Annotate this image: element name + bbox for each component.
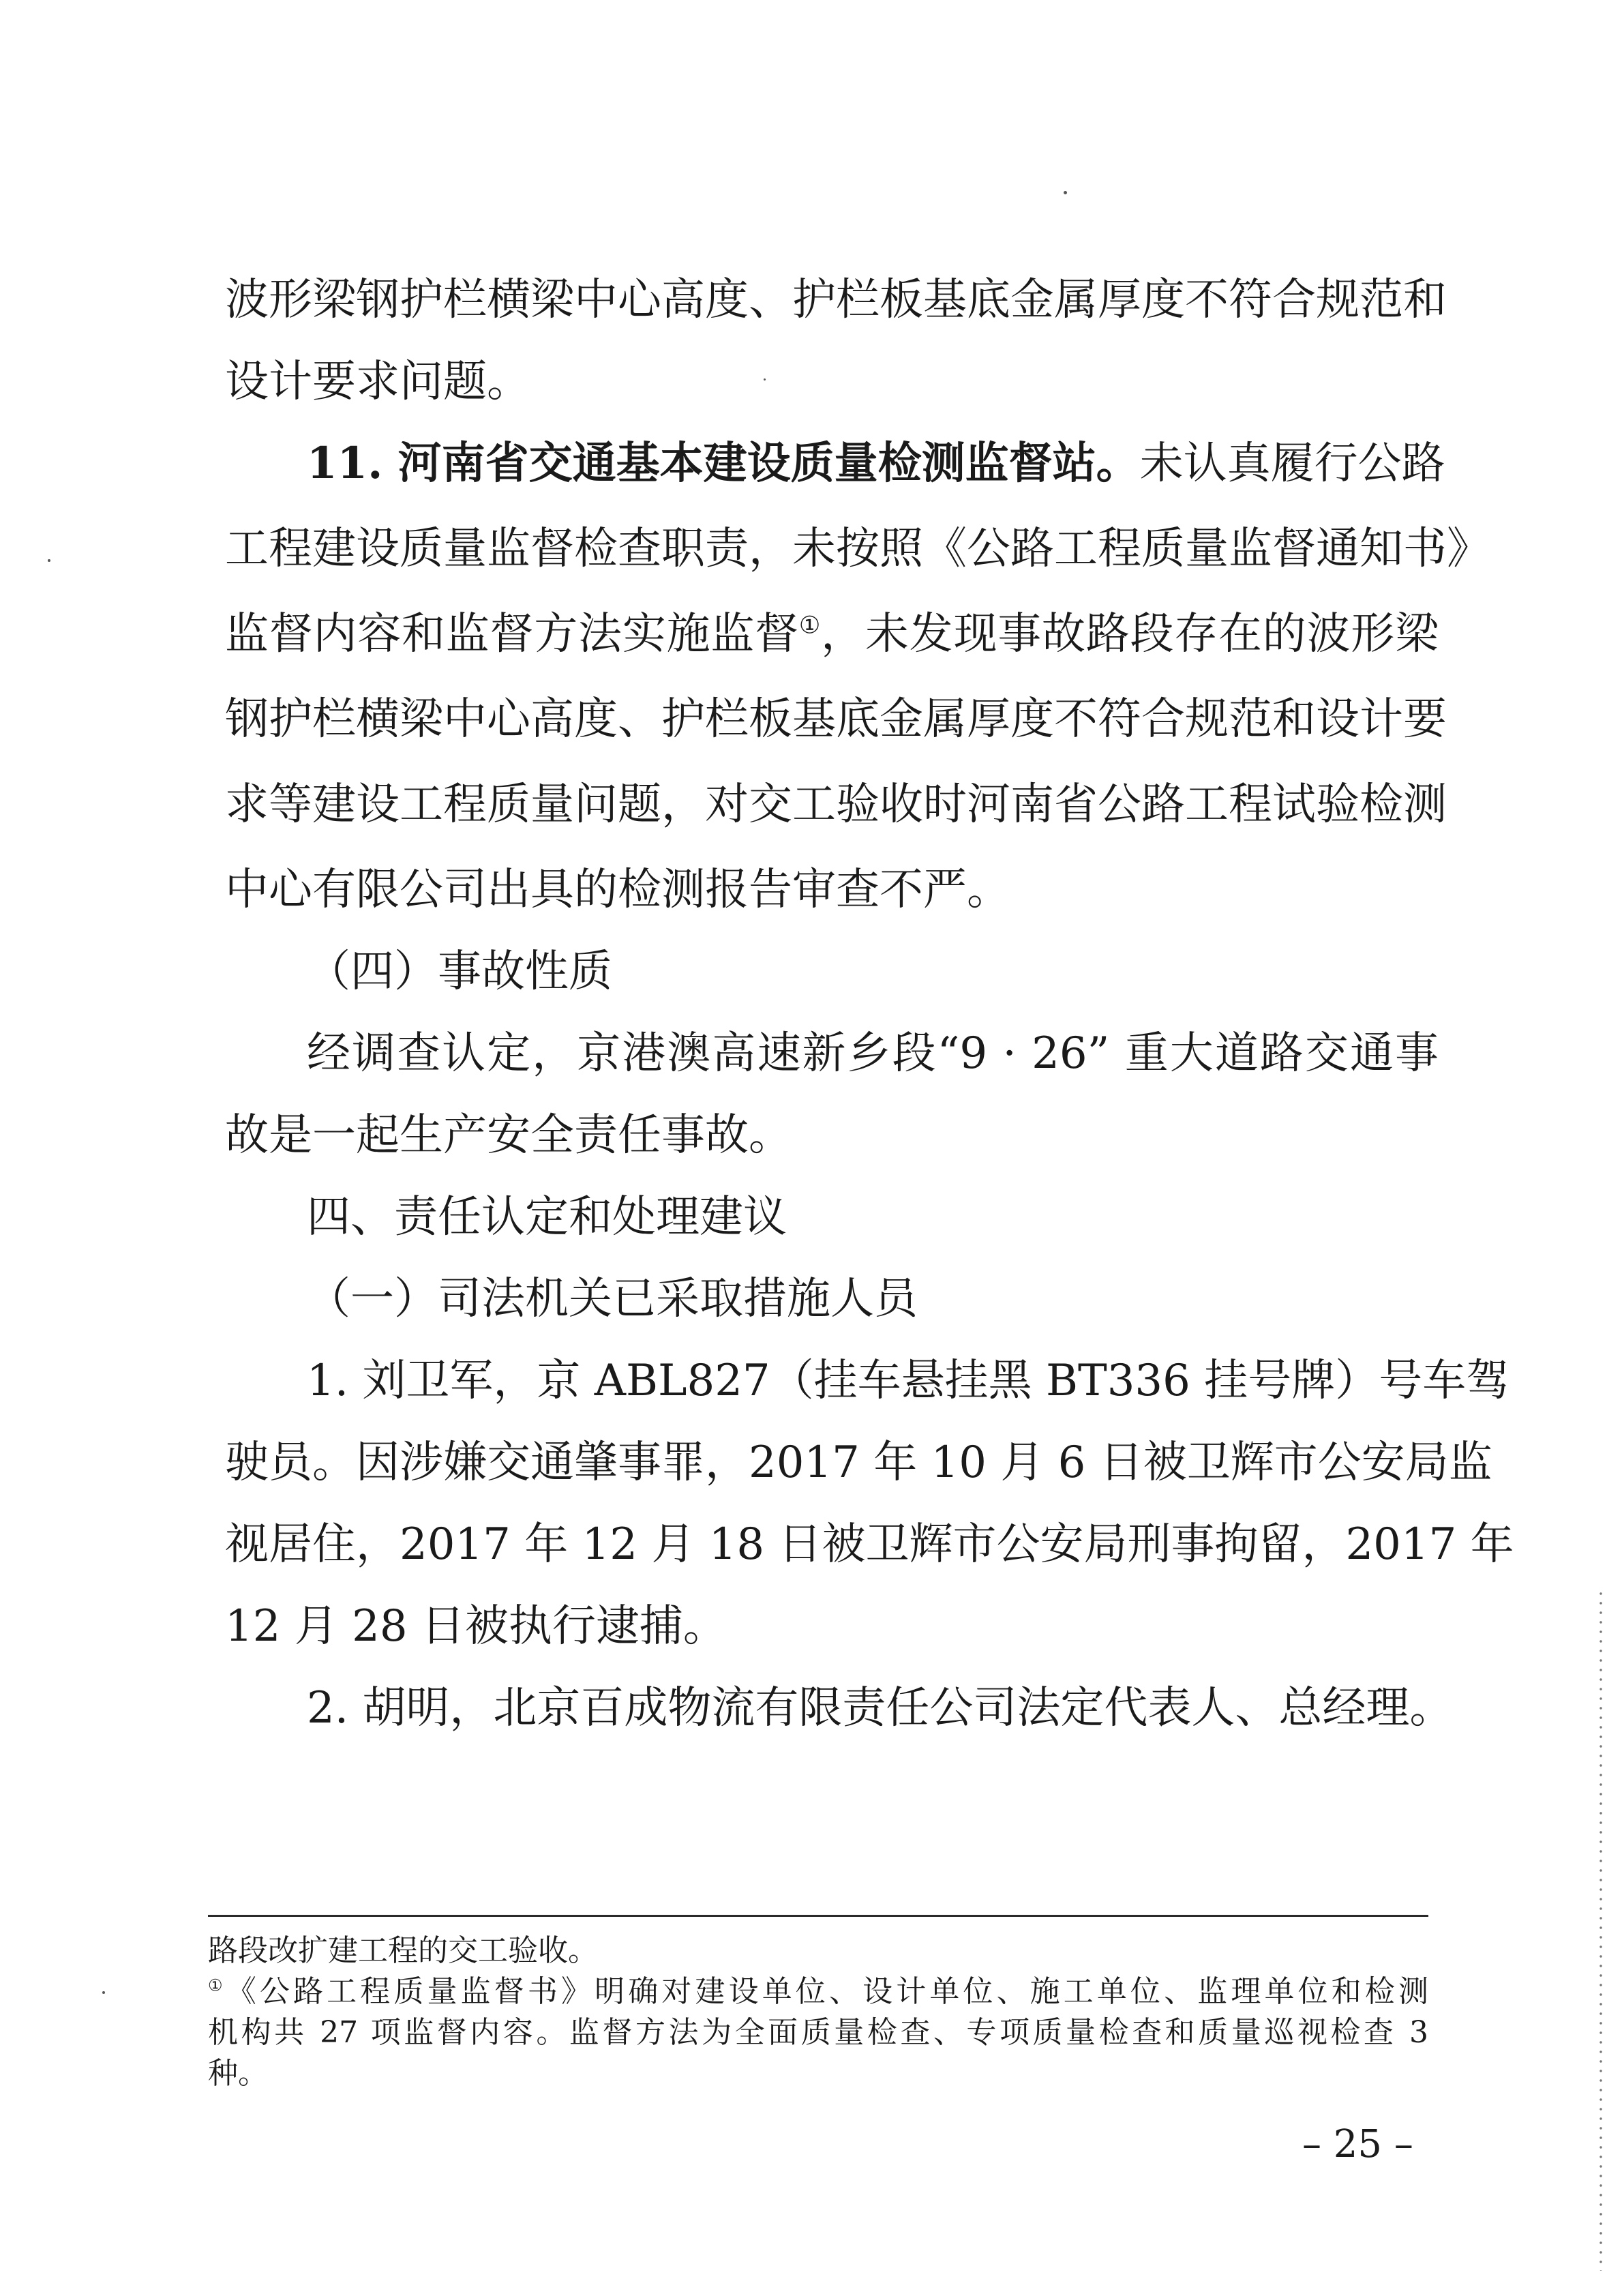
footnote-separator — [208, 1915, 1428, 1917]
scan-speck — [764, 378, 766, 381]
footnote-line: 机构共 27 项监督内容。监督方法为全面质量检查、专项质量检查和质量巡视检查 3 — [208, 2015, 1428, 2050]
body-line: 1. 刘卫军，京 ABL827（挂车悬挂黑 BT336 挂号牌）号车驾 — [307, 1356, 1510, 1406]
body-line: 中心有限公司出具的检测报告审查不严。 — [225, 865, 1010, 915]
body-line: 钢护栏横梁中心高度、护栏板基底金属厚度不符合规范和设计要 — [225, 694, 1447, 745]
footnote-line — [208, 1972, 1428, 2012]
body-text: 未认真履行公路 — [1139, 438, 1445, 489]
body-line: 工程建设质量监督检查职责，未按照《公路工程质量监督通知书》 — [225, 524, 1490, 574]
section-heading-bold: 11. 河南省交通基本建设质量检测监督站。 — [307, 438, 1140, 489]
body-line: 2. 胡明，北京百成物流有限责任公司法定代表人、总经理。 — [307, 1683, 1454, 1733]
body-line: 求等建设工程质量问题，对交工验收时河南省公路工程试验检测 — [225, 779, 1447, 830]
body-line: 驶员。因涉嫌交通肇事罪，2017 年 10 月 6 日被卫辉市公安局监 — [225, 1437, 1492, 1488]
footnote-reference: ① — [798, 611, 822, 640]
subsection-heading: （四）事故性质 — [307, 946, 612, 997]
scan-speck — [1064, 191, 1067, 194]
footnote-continuation: 路段改扩建工程的交工验收。 — [208, 1933, 598, 1968]
subsection-heading: （一）司法机关已采取措施人员 — [307, 1274, 918, 1324]
footnote-line: 种。 — [208, 2056, 268, 2091]
body-line: 经调查认定，京港澳高速新乡段“9 · 26” 重大道路交通事 — [307, 1028, 1439, 1079]
section-heading: 四、责任认定和处理建议 — [307, 1192, 787, 1242]
body-line: 12 月 28 日被执行逮捕。 — [225, 1601, 727, 1652]
scan-speck — [102, 1991, 105, 1994]
scan-speck — [48, 559, 50, 562]
body-line: 波形梁钢护栏横梁中心高度、护栏板基底金属厚度不符合规范和 — [225, 275, 1447, 325]
body-text: 监督内容和监督方法实施监督 — [225, 609, 799, 659]
body-line: 设计要求问题。 — [225, 357, 530, 407]
body-text: ，未发现事故路段存在的波形梁 — [821, 609, 1439, 659]
body-line — [307, 436, 1445, 491]
scan-edge-dots — [1600, 1589, 1602, 2271]
footnote-text: 《公路工程质量监督书》明确对建设单位、设计单位、施工单位、监理单位和检测 — [226, 1974, 1429, 2009]
body-line — [225, 607, 1439, 661]
body-line: 视居住，2017 年 12 月 18 日被卫辉市公安局刑事拘留，2017 年 — [225, 1519, 1514, 1570]
footnote-mark: ① — [208, 1976, 226, 1995]
body-line: 故是一起生产安全责任事故。 — [225, 1110, 792, 1161]
page-number: – 25 – — [1302, 2122, 1413, 2166]
